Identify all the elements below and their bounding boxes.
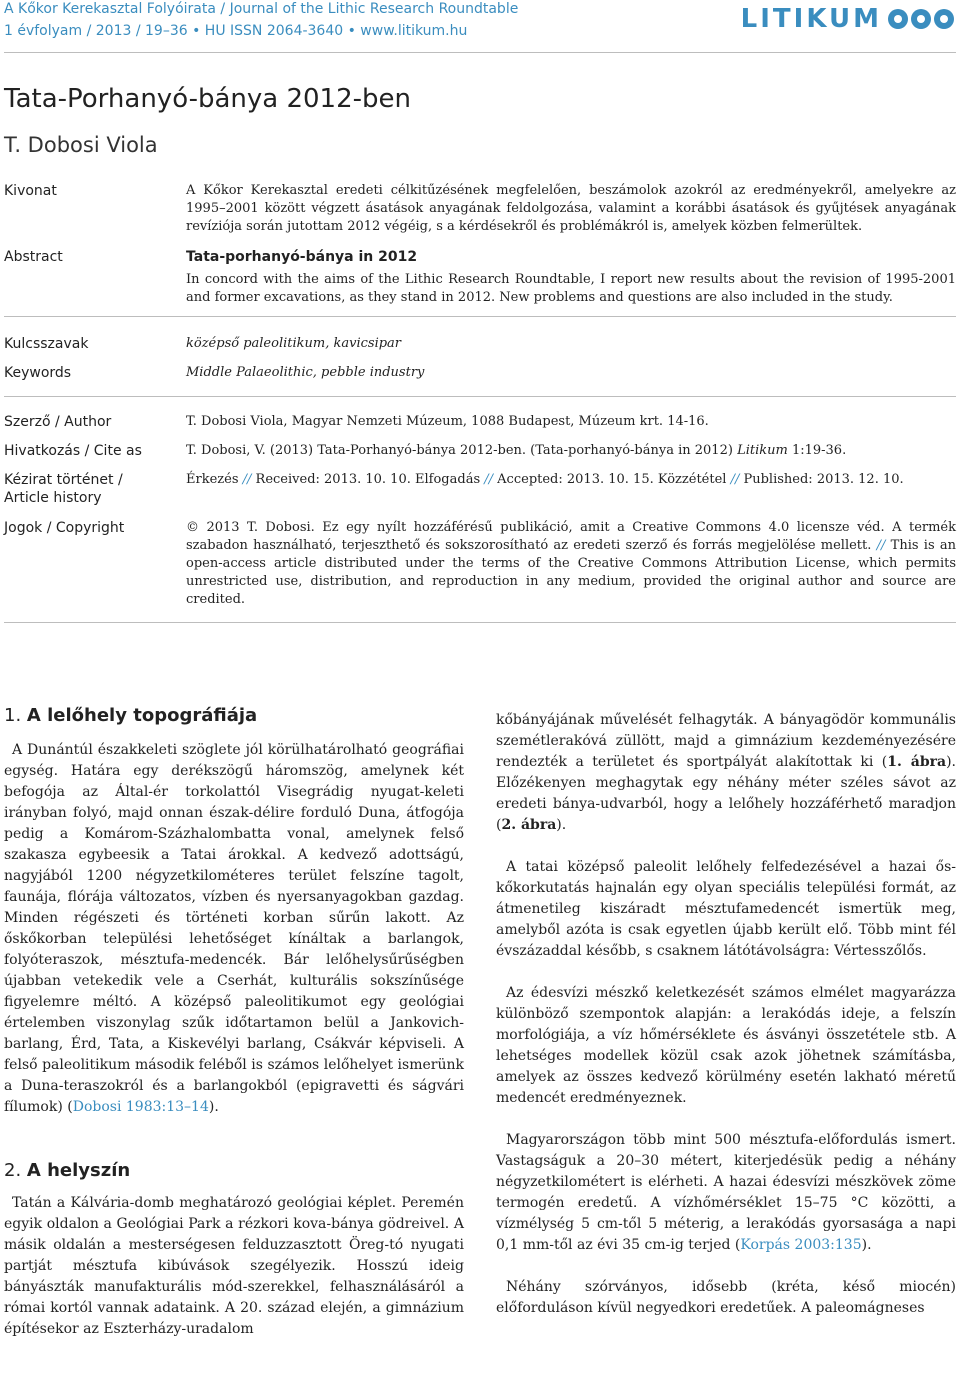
journal-header [4, 0, 956, 48]
divider-1 [4, 316, 956, 317]
copyright-hu: © 2013 T. Dobosi. Ez egy nyílt hozzáférésű publikáció, amit a Creative Commons 4.0 licensze véd. A termék szabadon használható, terjeszthető és sokszorosítható az eredeti szerző és forrás megjelölése mellett. [186, 520, 956, 553]
article-author: T. Dobosi Viola [4, 133, 158, 157]
abstract-text: In concord with the aims of the Lithic Research Roundtable, I report new results about the revision of 1995-2001 and former excavations, as they stand in 2012. New problems and questions are also included in the study. [186, 272, 956, 305]
author-affiliation: T. Dobosi Viola, Magyar Nemzeti Múzeum, 1088 Budapest, Múzeum krt. 14-16. [186, 414, 709, 429]
history-label-hu: Kézirat történet / [4, 472, 123, 488]
divider-2 [4, 396, 956, 397]
history-label-en: Article history [4, 490, 102, 506]
separator: // [484, 472, 494, 487]
section-1-number: 1. [4, 705, 22, 726]
separator: // [242, 472, 252, 487]
author-label: Szerző / Author [4, 414, 112, 430]
section-1-heading [4, 705, 464, 726]
copyright-en: This is an open-access article distributed under the terms of the Creative Commons Attribution License, which permits unrestricted use, distribution, and reproduction in any medium, provided the original author and source are credited. [186, 538, 957, 607]
published-en: Published: 2013. 12. 10. [743, 472, 904, 487]
r-p4-text-end: ). [861, 1237, 872, 1253]
kivonat-text: A Kőkor Kerekasztal eredeti célkitűzésének megfelelően, beszámolok azokról az eredményekről, amelyekre az 1995–2001 között végzett ásatások anyagának feldolgozása, valamint a korábbi ásatások és gyűjtések anyagának revíziója során jutottam 2012 végéig, s a kérdésekről és problémákról is, amelyek közben felmerültek. [186, 183, 956, 234]
received-hu: Érkezés [186, 472, 239, 487]
issue-info: 1 évfolyam / 2013 / 19–36 • HU ISSN 2064-3640 • www.litikum.hu [4, 23, 468, 39]
r-p4-text: Magyarországon több mint 500 mésztufa-előfordulás ismert. Vastagságuk a 20–30 métert, kiterjedésük pedig a néhány négyzetkilométert is elérheti. A hazai édesvízi mészkövek zöme termogén eredetű. A vízhőmérséklet 15–75 °C közötti, a vízmélység 5 cm-től 5 méterig, a lerakódás gyorsasága a napi 0,1 mm-től az évi 35 cm-ig terjed ( [496, 1132, 956, 1253]
abstract-block [186, 248, 956, 307]
keywords-label: Keywords [4, 365, 72, 381]
s1-text-end: ). [208, 1099, 219, 1115]
citation-link-dobosi[interactable]: Dobosi 1983:13–14 [72, 1099, 209, 1115]
article-history [186, 471, 956, 489]
divider-3 [4, 622, 956, 623]
figure-ref-1[interactable]: 1. ábra [887, 754, 947, 770]
r-p1-text-b: ). Előzékenyen meghagytak egy néhány méter széles sávot az eredeti bánya-udvarból, hogy a lelőhely hozzáférhető maradjon ( [496, 754, 956, 833]
abstract-label: Abstract [4, 249, 63, 265]
journal-name: A Kőkor Kerekasztal Folyóirata / Journal of the Lithic Research Roundtable [4, 1, 519, 17]
abstract-title: Tata-porhanyó-bánya in 2012 [186, 249, 418, 265]
left-column [4, 705, 464, 1340]
cite-pages: 1:19-36. [787, 443, 847, 458]
litikum-brand [741, 4, 954, 34]
cite-journal: Litikum [737, 443, 788, 458]
right-paragraph-1 [496, 710, 956, 836]
separator: // [876, 538, 886, 553]
section-1-paragraph [4, 740, 464, 1118]
article-title: Tata-Porhanyó-bánya 2012-ben [4, 84, 411, 114]
cite-main: T. Dobosi, V. (2013) Tata-Porhanyó-bánya 2012-ben. (Tata-porhanyó-bánya in 2012) [186, 443, 738, 458]
header-divider [4, 52, 956, 53]
citation-link-korpas[interactable]: Korpás 2003:135 [740, 1237, 862, 1253]
r-p1-text-c: ). [556, 817, 567, 833]
history-label [4, 471, 123, 507]
figure-ref-2[interactable]: 2. ábra [501, 817, 557, 833]
right-paragraph-3: Az édesvízi mészkő keletkezését számos elmélet magyarázza különböző szempontok alapján: a lerakódás ideje, a felszín morfológiája, a víz hőmérséklete és ásványi összetétele stb. A lehetséges modellek közül csak azok jöhetnek számításba, amelyek az összes kedvező körülmény esetén lakható méretű medencét eredményeznek. [496, 985, 956, 1106]
right-column [496, 710, 956, 1319]
separator: // [730, 472, 740, 487]
section-1-title: A lelőhely topográfiája [26, 705, 258, 726]
cite-label: Hivatkozás / Cite as [4, 443, 142, 459]
kulcsszavak-text: középső paleolitikum, kavicsipar [186, 336, 402, 351]
right-paragraph-5: Néhány szórványos, idősebb (kréta, késő miocén) előforduláson kívül negyedkori eredetűek. A paleomágneses [496, 1279, 956, 1316]
brand-name: LITIKUM [740, 4, 882, 34]
right-paragraph-2: A tatai középső paleolit lelőhely felfedezésével a hazai ős-kőkorkutatás hajnalán egy olyan speciális települési formát, az átmenetileg kiszáradt mésztufamedencét ismertük meg, amelyből azóta is csak egyetlen újabb került elő. Több mint fél évszázaddal később, s csaknem látótávolságra: Vértesszőlős. [496, 859, 956, 959]
section-2-paragraph: Tatán a Kálvária-domb meghatározó geológiai képlet. Peremén egyik oldalon a Geológiai Park a rézkori kova-bánya gödreivel. A másik oldalán a mesterségesen felduzzasztott Öreg-tó nyugati partját mésztufa kibúvások szegélyezik. Hosszú ideig bányászták manufakturális mód-szerekkel, felhasználásáról a római kortól vannak adataink. A 20. század elején, a gimnázium építésekor az Eszterházy-uradalom [4, 1195, 464, 1337]
three-rings-logo-icon [888, 9, 954, 29]
received-en: Received: 2013. 10. 10. [255, 472, 411, 487]
r-p1-text: kőbányájának művelését felhagyták. A bányagödör kommunális szemétlerakóvá züllött, majd a gimnázium kezdeményezésére rendezték a területet és sportpályát alakítottak ki ( [496, 712, 956, 770]
published-hu: Közzététel [657, 472, 727, 487]
section-2-title: A helyszín [26, 1160, 131, 1181]
copyright-label: Jogok / Copyright [4, 520, 125, 536]
kivonat-label: Kivonat [4, 183, 57, 199]
copyright-text [186, 519, 956, 609]
keywords-text: Middle Palaeolithic, pebble industry [186, 365, 425, 380]
kulcsszavak-label: Kulcsszavak [4, 336, 89, 352]
right-paragraph-4 [496, 1130, 956, 1256]
cite-text [186, 442, 956, 460]
section-2-number: 2. [4, 1160, 22, 1181]
section-2-heading [4, 1160, 464, 1181]
accepted-hu: Elfogadás [415, 472, 481, 487]
s1-text: A Dunántúl északkeleti szöglete jól körülhatárolható geográfiai egység. Határa egy derékszögű háromszög, amelynek két befogója az Által-ér torkolattól Visegrádig nyugat-keleti irányban folyó, majd onnan észak-délire forduló Duna, átfogója pedig a Komárom-Százhalombatta vonal, amelynek felső szakasza egybeesik a Tatai árokkal. A kedvező adottságú, nagyjából 1200 négyzetkilométeres terület felszíne tagolt, faunája, flórája változatos, vízben és nyersanyagokban gazdag. Minden régészeti és történeti korban sűrűn lakott. Az őskőkorban települési lehetőséget kínáltak a barlangok, folyóteraszok, mésztufa-medencék. Bár lelőhelysűrűségben újabban vetekedik vele a Cserhát, kulturális sokszínűsége figyelemre méltó. A középső paleolitikumot egy geológiai értelemben viszonylag szűk időtartamon belül a Jankovich-barlang, Érd, Tata, a Kiskevélyi barlang, Csákvár képviseli. A felső paleolitikum második feléből is számos lelőhelyet ismerünk a Duna-teraszokról és a barlangokból (epigravetti és ságvári fílumok) ( [4, 742, 464, 1115]
accepted-en: Accepted: 2013. 10. 15. [497, 472, 654, 487]
